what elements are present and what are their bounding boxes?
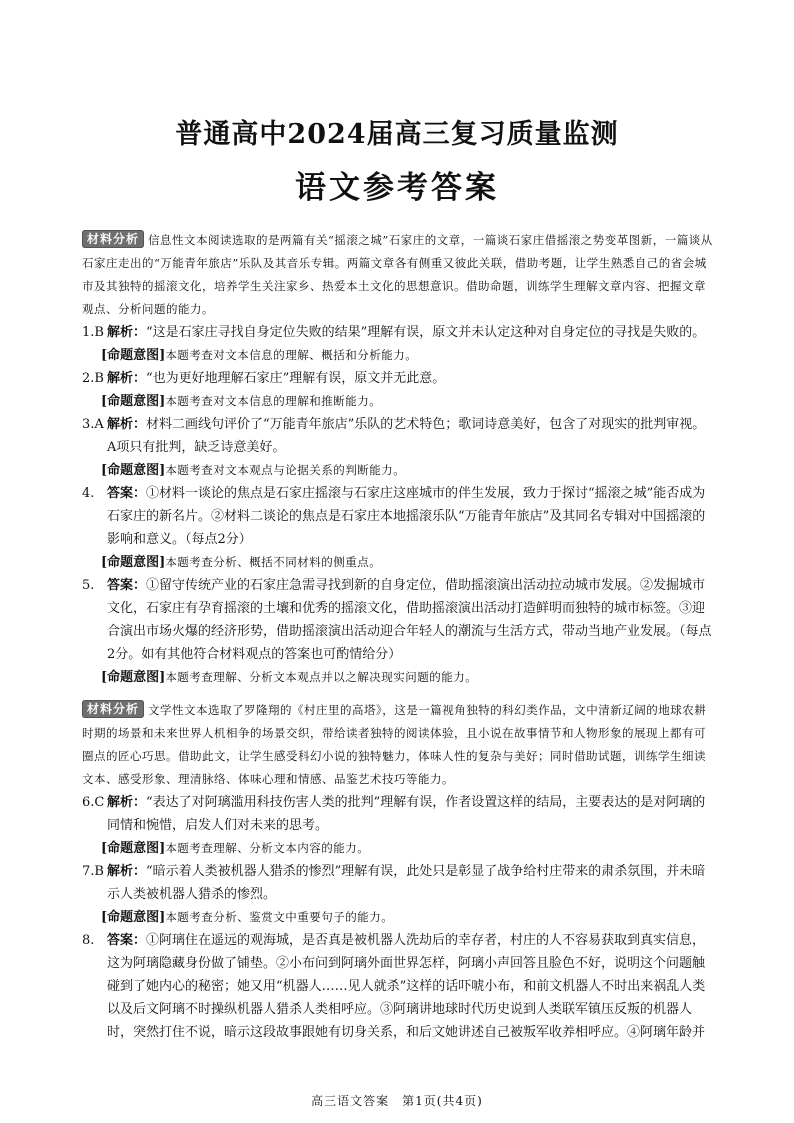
answer-item — [82, 482, 714, 574]
answer-label: 解析： — [107, 371, 147, 386]
answer-text: “也为更好地理解石家庄”理解有误，原文并无此意。 — [146, 371, 446, 386]
answer-label: 解析： — [107, 795, 147, 810]
answer-item — [82, 574, 714, 689]
intent-tag: [命题意图] — [101, 348, 166, 363]
answer-content — [82, 229, 714, 1044]
answer-number: 5. — [82, 578, 95, 593]
answer-text: ①材料一谈论的焦点是石家庄摇滚与石家庄这座城市的伴生发展，致力于探讨“摇滚之城”能否成为石家庄的新名片。②材料二谈论的焦点是石家庄本地摇滚乐队“万能青年旅店”及其同名专辑对中国摇滚的影响和意义。（每点2分） — [107, 486, 706, 547]
answer-label: 解析： — [107, 417, 147, 432]
answer-item — [82, 413, 714, 482]
material-analysis-1 — [82, 229, 714, 321]
answer-text: ①阿璃住在遥远的观海城，是否真是被机器人洗劫后的幸存者，村庄的人不容易获取到真实信息，这为阿璃隐藏身份做了铺垫。②小布问到阿璃外面世界怎样，阿璃小声回答且脸色不好，说明这个问题触碰到了她内心的秘密；她又用“机器人……见人就杀”这样的话吓唬小布，和前文机器人不时出来祸乱人类以及后文阿璃不时操纵机器人猎杀人类相呼应。③阿璃讲地球时代历史说到人类联军镇压反叛的机器人时，突然打住不说，暗示这段故事跟她有切身关系，和后文她讲述自己被叛军收养相呼应。④阿璃年龄并 — [107, 933, 706, 1040]
answer-number: 1.B — [82, 325, 104, 340]
material-analysis-2 — [82, 699, 714, 791]
answer-label: 解析： — [107, 864, 147, 879]
intent-text: 本题考查分析、鉴赏文中重要句子的能力。 — [165, 910, 394, 924]
answer-number: 7.B — [82, 864, 104, 879]
material-analysis-badge: 材料分析 — [82, 230, 144, 248]
page-title: 普通高中2024届高三复习质量监测 — [175, 119, 619, 150]
intent-text: 本题考查对文本信息的理解和推断能力。 — [165, 394, 382, 408]
intent-tag: [命题意图] — [101, 555, 166, 570]
answer-text: “这是石家庄寻找自身定位失败的结果”理解有误，原文并未认定这种对自身定位的寻找是失败的。 — [146, 325, 706, 340]
answer-label: 答案： — [107, 486, 147, 501]
answer-text: “表达了对阿璃滥用科技伤害人类的批判”理解有误，作者设置这样的结局，主要表达的是对阿璃的同情和惋惜，启发人们对未来的思考。 — [107, 795, 706, 833]
answer-label: 答案： — [107, 933, 147, 948]
answer-number: 2.B — [82, 371, 104, 386]
page-subtitle: 语文参考答案 — [295, 170, 499, 206]
answer-text: ①留守传统产业的石家庄急需寻找到新的自身定位，借助摇滚演出活动拉动城市发展。②发掘城市文化，石家庄有孕育摇滚的土壤和优秀的摇滚文化，借助摇滚演出活动打造鲜明而独特的城市标签。③迎合演出市场火爆的经济形势，借助摇滚演出活动迎合年轻人的潮流与生活方式，带动当地产业发展。（每点2分。如有其他符合材料观点的答案也可酌情给分） — [107, 578, 712, 662]
intent-tag: [命题意图] — [101, 463, 166, 478]
answer-item — [82, 929, 714, 1044]
answer-label: 答案： — [107, 578, 147, 593]
intent-text: 本题考查理解、分析文本观点并以之解决现实问题的能力。 — [165, 670, 478, 684]
answer-number: 4. — [82, 486, 95, 501]
intent-text: 本题考查对文本观点与论据关系的判断能力。 — [165, 463, 406, 477]
answer-item — [82, 367, 714, 413]
answer-number: 3.A — [82, 417, 104, 432]
answer-number: 6.C — [82, 795, 105, 810]
intent-tag: [命题意图] — [101, 910, 166, 925]
intent-text: 本题考查分析、概括不同材料的侧重点。 — [165, 555, 382, 569]
intent-tag: [命题意图] — [101, 841, 166, 856]
material-analysis-badge: 材料分析 — [82, 700, 144, 718]
answer-item — [82, 321, 714, 367]
material-analysis-text: 文学性文本选取了罗隆翔的《村庄里的高塔》，这是一篇视角独特的科幻类作品，文中清新辽阔的地球农耕时期的场景和未来世界人机相争的场景交织，带给读者独特的阅读体验，且小说在故事情节和人物形象的展现上都有可圈点的匠心巧思。借助此文，让学生感受科幻小说的独特魅力，体味人性的复杂与美好；同时借助试题，训练学生细读文本、感受形象、理清脉络、体味心理和情感、品鉴艺术技巧等能力。 — [82, 703, 707, 786]
page-footer: 高三语文答案 第1页(共4页) — [311, 1094, 483, 1108]
intent-tag: [命题意图] — [101, 394, 166, 409]
material-analysis-text: 信息性文本阅读选取的是两篇有关“摇滚之城”石家庄的文章，一篇谈石家庄借摇滚之势变革图新，一篇谈从石家庄走出的“万能青年旅店”乐队及其音乐专辑。两篇文章各有侧重又彼此关联，借助考题，让学生熟悉自己的省会城市及其独特的摇滚文化，培养学生关注家乡、热爱本土文化的思想意识。借助命题，训练学生理解文章内容、把握文章观点、分析问题的能力。 — [82, 233, 713, 316]
intent-tag: [命题意图] — [101, 670, 166, 685]
intent-text: 本题考查对文本信息的理解、概括和分析能力。 — [165, 348, 418, 362]
answer-item — [82, 791, 714, 860]
intent-text: 本题考查理解、分析文本内容的能力。 — [165, 841, 370, 855]
answer-number: 8. — [82, 933, 95, 948]
answer-label: 解析： — [107, 325, 147, 340]
answer-text: “暗示着人类被机器人猎杀的惨烈”理解有误，此处只是彰显了战争给村庄带来的肃杀氛围，并未暗示人类被机器人猎杀的惨烈。 — [107, 864, 706, 902]
answer-text: 材料二画线句评价了“万能青年旅店”乐队的艺术特色；歌词诗意美好，包含了对现实的批判审视。A项只有批判，缺乏诗意美好。 — [107, 417, 706, 455]
answer-item — [82, 860, 714, 929]
